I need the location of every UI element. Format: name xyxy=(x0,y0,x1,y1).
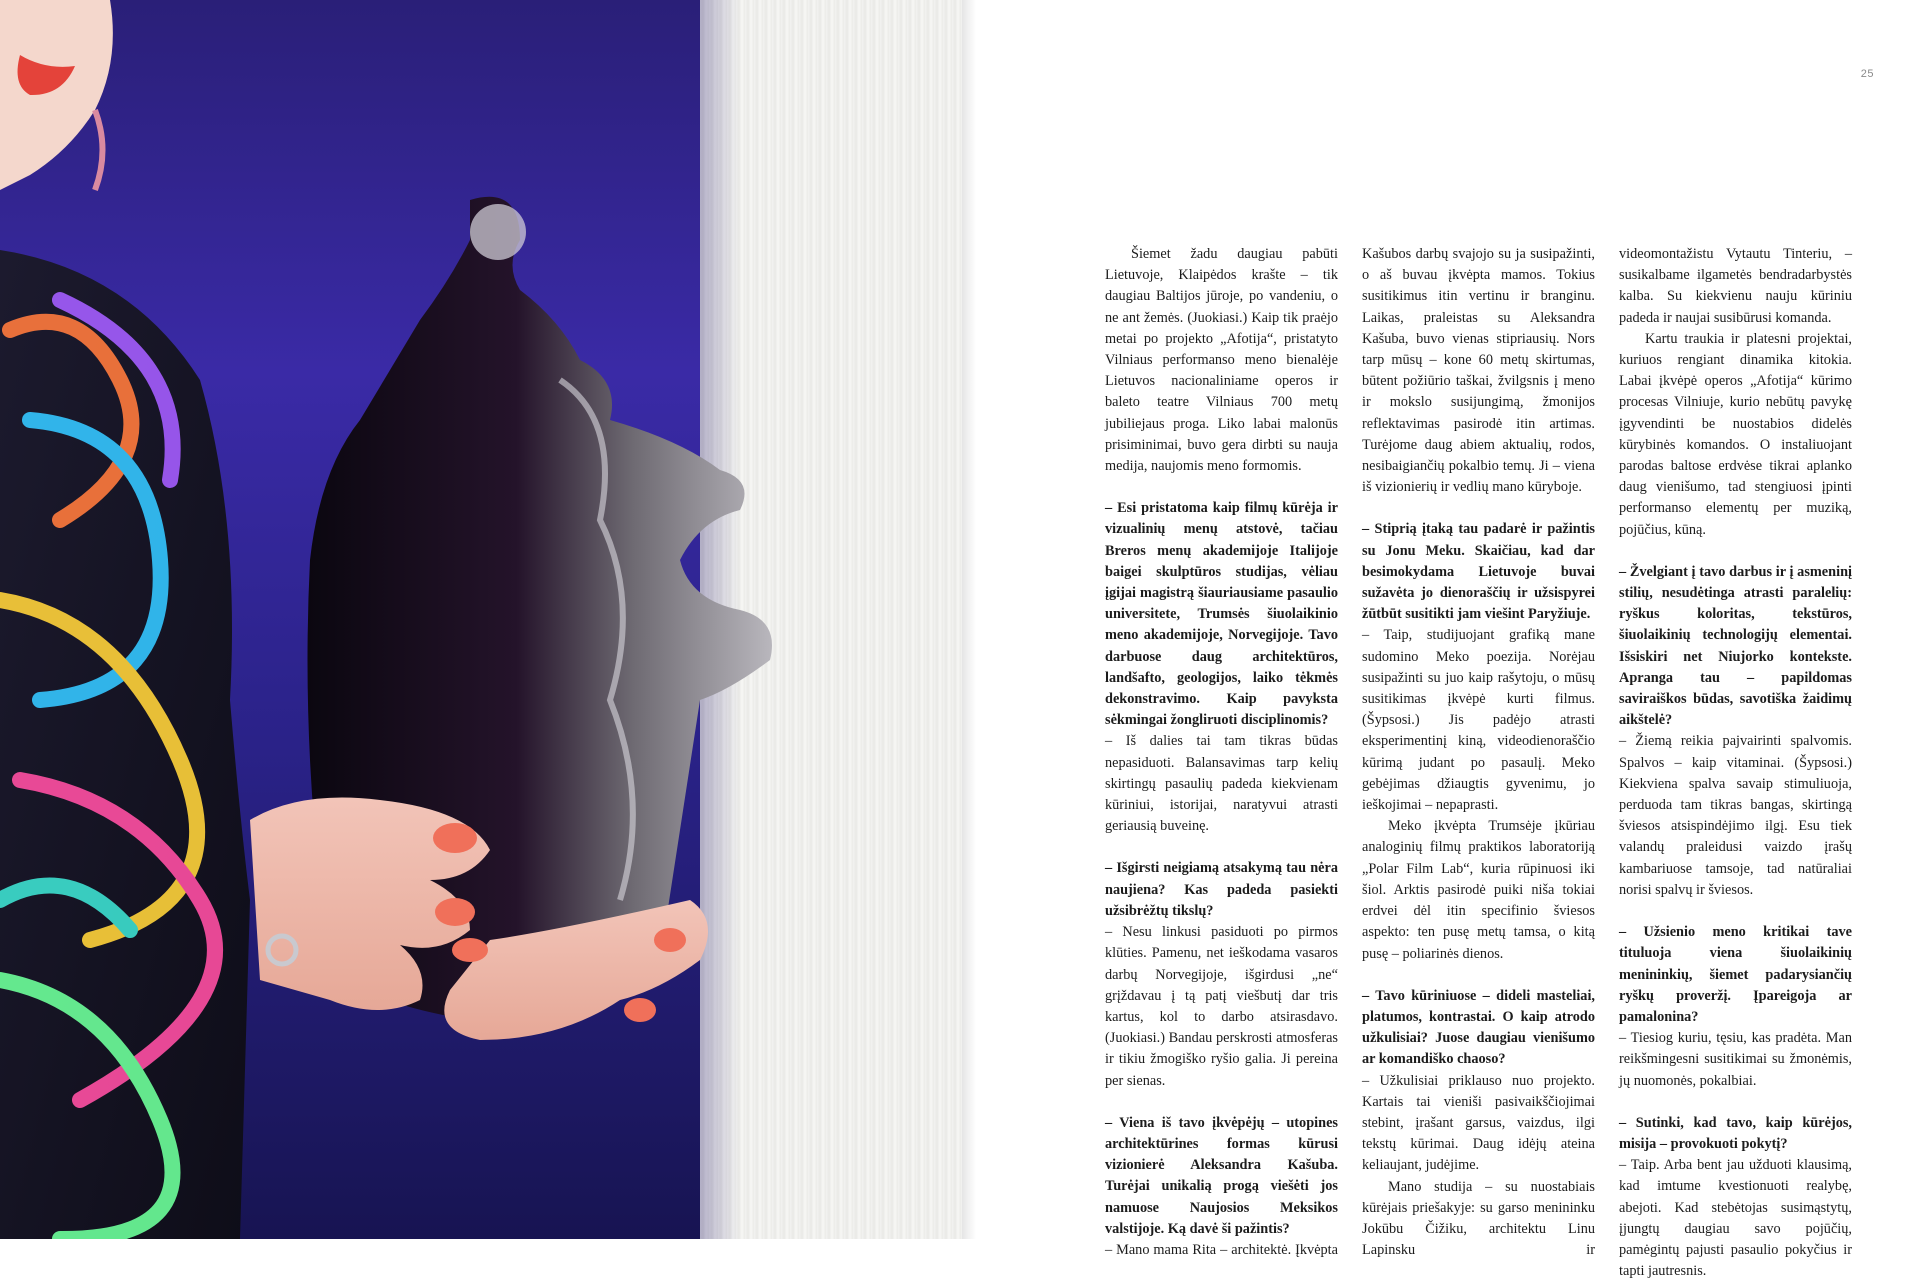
photo-page xyxy=(0,0,962,1239)
interview-answer: – Mano mama Rita – architektė. Įkvėpta xyxy=(1105,1241,1338,1258)
interview-answer: – Nesu linkusi pasiduoti po pirmos klūties. Pamenu, net ieškodama vasaros darbų Norvegijoje, išgirdusi „ne“ grįždavau į tą patį viešbutį dar tris kartus, kol to darbo atsirasdavo. (Juokiasi.) Bandau perskrosti atmosferas ir tikiu žmogiško ryšio galia. Ji pereina per sienas. xyxy=(1105,924,1338,1089)
page-number: 25 xyxy=(1860,68,1874,80)
paragraph: Mano studija – su nuostabiais kūrėjais priešakyje: su garso menininku Jokūbu Čižiku, architektu Linu Lapinsku ir xyxy=(1362,1178,1595,1259)
interview-question: – Stiprią įtaką tau padarė ir pažintis su Jonu Meku. Skaičiau, kad dar besimokydama Lietuvoje buvai sužavėta jo dienoraščių ir užsispyrei žūtbūt susitikti jam viešint Paryžiuje. xyxy=(1362,521,1595,623)
interview-question: – Užsienio meno kritikai tave tituluoja viena šiuolaikinių menininkių, šiemet padarysiančių ryškų proveržį. Įpareigoja ar pamalonina? xyxy=(1619,924,1852,1025)
interview-question: – Žvelgiant į tavo darbus ir į asmeninį stilių, nesudėtinga atrasti paralelių: ryškus koloritas, tekstūros, šiuolaikinių technologijų elementai. Išsiskiri net Niujorko kontekste. Apranga tau – papildomas saviraiškos būdas, savotiška žaidimų aikštelė? xyxy=(1619,563,1852,729)
book-spine-shadow xyxy=(962,0,976,1239)
interview-question: – Išgirsti neigiamą atsakymą tau nėra naujiena? Kas padeda pasiekti užsibrėžtų tikslų? xyxy=(1105,860,1338,919)
paragraph: Šiemet žadu daugiau pabūti Lietuvoje, Klaipėdos krašte – tik daugiau Baltijos jūroje, po vandeniu, o ne ant žemės. (Juokiasi.) Kaip tik praėjo metai po projekto „Afotija“, pristatyto Vilniaus performanso meno bienalėje Lietuvos nacionaliniame operos ir baleto teatre Vilniaus 700 metų jubiliejaus proga. Liko labai malonūs prisiminimai, buvo gera dirbti su nauja medija, naujomis meno formomis. xyxy=(1105,246,1338,475)
interview-answer: – Taip, studijuojant grafiką mane sudomino Meko poezija. Norėjau susipažinti su juo kaip rašytoju, o mūsų susitikimas įkvėpė kurti filmus. (Šypsosi.) Jis padėjo atrasti eksperimentinį kiną, videodienoraščio kūrimą judant po pasaulį. Meko gebėjimas džiaugtis gyvenimu, jo ieškojimai – nepaprasti. xyxy=(1362,627,1595,814)
interview-question: – Tavo kūriniuose – dideli masteliai, platumos, kontrastai. O kaip atrodo užkulisiai? Juose daugiau vienišumo ar komandiško chaoso? xyxy=(1362,987,1595,1068)
interview-answer: – Žiemą reikia pajvairinti spalvomis. Spalvos – kaip vitaminai. (Šypsosi.) Kiekviena spalva savaip stimuliuoja, perduoda tam tikras bangas, skirtingą šviesos atsispindėjimo ilgį. Esu tiek valandų praleidusi vaizdo įrašų kambariuose tamsoje, tad natūraliai norisi spalvų ir šviesos. xyxy=(1619,733,1852,898)
interview-answer: – Užkulisiai priklauso nuo projekto. Kartais tai vieniši pasivaikščiojimai stebint, įrašant garsus, vaizdus, ilgi tekstų kūrimai. Daug idėjų ateina keliaujant, judėjime. xyxy=(1362,1072,1595,1174)
interview-answer: – Iš dalies tai tam tikras būdas nepasiduoti. Balansavimas tarp kelių skirtingų pasaulių padeda kiekvienam kūriniui, istorijai, naratyvui atrasti geriausią buveinę. xyxy=(1105,733,1338,835)
interview-question: – Viena iš tavo įkvėpėjų – utopines architektūrines formas kūrusi vizionierė Aleksandra Kašuba. Turėjai unikalią progą viešėti jos namuose Naujosios Meksikos valstijoje. Ką davė ši pažintis? xyxy=(1105,1114,1338,1237)
text-column-3 xyxy=(1619,244,1852,1282)
interview-answer: – Tiesiog kuriu, tęsiu, kas pradėta. Man reikšmingesni susitikimai su žmonėmis, jų nuomonės, pokalbiai. xyxy=(1619,1030,1852,1089)
glass-sculpture-photo-icon xyxy=(0,0,962,1239)
text-column-1 xyxy=(1105,244,1338,1261)
paragraph: Meko įkvėpta Trumsėje įkūriau analoginių filmų praktikos laboratoriją „Polar Film Lab“, kuria rūpinuosi iki šiol. Arktis pasirodė puiki niša tokiai erdvei dėl itin specifinio šviesos aspekto: ten pusę metų tamsa, o kitą pusę – poliarinės dienos. xyxy=(1362,818,1595,962)
interview-answer: videomontažistu Vytautu Tinteriu, – susikalbame ilgametės bendradarbystės kalba. Su kiekvienu nauju kūriniu padeda ir naujai susibūrusi komanda. xyxy=(1619,246,1852,326)
text-column-2 xyxy=(1362,244,1595,1261)
interview-answer: – Taip. Arba bent jau užduoti klausimą, kad imtume kvestionuoti realybę, abejoti. Kad stebėtojas susimąstytų, įjungtų daugiau savo pojūčių, pamėgintų pajusti pasaulio pokyčius ir tapti jautresnis. xyxy=(1619,1157,1852,1280)
paragraph: Kartu traukia ir platesni projektai, kuriuos rengiant dinamika kitokia. Labai įkvėpė operos „Afotija“ kūrimo procesas Vilniuje, kurio nebūtų pavykę įgyvendinti be nuostabios didelės kūrybinės komandos. O instaliuojant parodas baltose erdvėse tikrai aplanko daug vienišumo, tad stengiuosi įpinti performanso elementų per muziką, pojūčius, kūną. xyxy=(1619,330,1852,538)
interview-answer: Kašubos darbų svajojo su ja susipažinti, o aš buvau įkvėpta mamos. Tokius susitikimus itin vertinu ir branginu. Laikas, praleistas su Aleksandra Kašuba, buvo vienas stipriausių. Nors tarp mūsų – kone 60 metų skirtumas, būtent požiūrio taškai, žvilgsnis į meno ir mokslo susijungimą, žmonijos reflektavimas pasirodė itin artimas. Turėjome daug abiem aktualių, rodos, nesibaigiančių pokalbio temų. Ji – viena iš vizionierių ir vedlių mano kūryboje. xyxy=(1362,246,1595,496)
interview-question: – Esi pristatoma kaip filmų kūrėja ir vizualinių menų atstovė, tačiau Breros menų akademijoje Italijoje baigei skulptūros studijas, vėliau įgijai magistrą šiauriausiame pasaulio universitete, Trumsės šiuolaikinio meno akademijoje, Norvegijoje. Tavo darbuose daug architektūros, landšafto, geologijos, laiko tėkmės dekonstravimo. Kaip pavyksta sėkmingai žongliruoti disciplinomis? xyxy=(1105,500,1338,729)
interview-question: – Sutinki, kad tavo, kaip kūrėjos, misija – provokuoti pokytį? xyxy=(1619,1114,1852,1152)
